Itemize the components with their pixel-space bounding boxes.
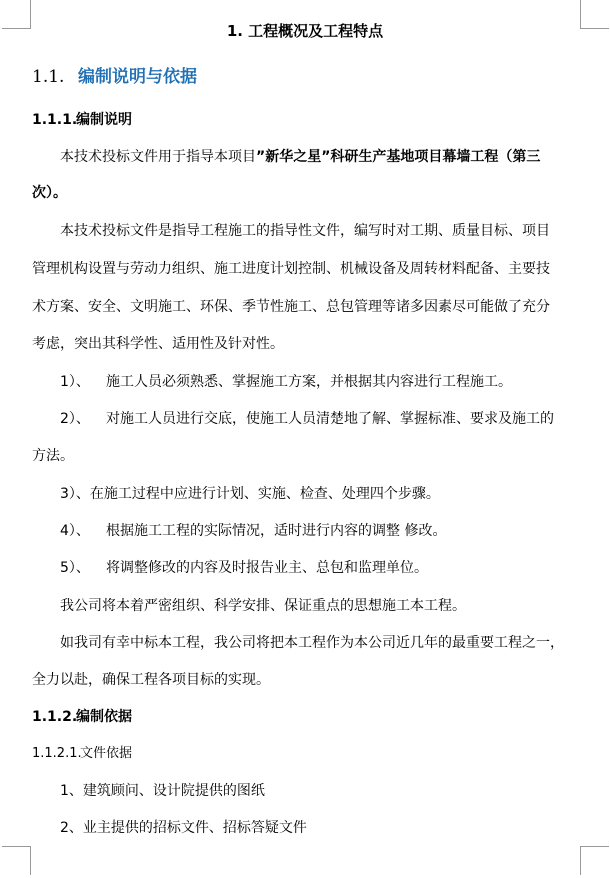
- subsection-number: 1.1.1.: [32, 112, 78, 128]
- paragraph-4-line-2: 全力以赴，确保工程各项目标的实现。: [32, 672, 270, 688]
- list-item: 4）、 根据施工工程的实际情况，适时进行内容的调整 修改。: [60, 523, 447, 539]
- paragraph-1-line-1: 本技术投标文件用于指导本项目”新华之星”科研生产基地项目幕墙工程（第三: [60, 149, 541, 165]
- project-name: ”新华之星”科研生产基地项目幕墙工程（第三: [256, 149, 541, 165]
- section-title: 编制说明与依据: [78, 67, 197, 87]
- list-item: 5）、 将调整修改的内容及时报告业主、总包和监理单位。: [60, 560, 428, 576]
- list-item: 2）、 对施工人员进行交底，使施工人员清楚地了解、掌握标准、要求及施工的: [60, 411, 554, 427]
- paragraph-2-line-4: 考虑，突出其科学性、适用性及针对性。: [32, 336, 284, 352]
- paragraph-2-line-2: 管理机构设置与劳动力组织、施工进度计划控制、机械设备及周转材料配备、主要技: [32, 261, 550, 277]
- paragraph-4-line-1: 如我司有幸中标本工程，我公司将把本工程作为本公司近几年的最重要工程之一，: [60, 635, 564, 651]
- list-item-continuation: 方法。: [32, 448, 74, 464]
- paragraph-1-line-2: 次）。: [32, 185, 67, 201]
- doc-list-item: 2、业主提供的招标文件、招标答疑文件: [60, 820, 307, 836]
- sub-subsection-heading: [32, 744, 132, 764]
- subsection-title: 编制依据: [76, 709, 132, 725]
- crop-mark-bottom-left: [2, 846, 31, 875]
- list-item: 3）、在施工过程中应进行计划、实施、检查、处理四个步骤。: [60, 486, 440, 502]
- doc-list-item: 1、建筑顾问、设计院提供的图纸: [60, 783, 265, 799]
- paragraph-2-line-3: 术方案、安全、文明施工、环保、季节性施工、总包管理等诸多因素尽可能做了充分: [32, 299, 550, 315]
- section-heading: [32, 64, 197, 90]
- subsection-heading-2: [32, 707, 132, 727]
- paragraph-3: 我公司将本着严密组织、科学安排、保证重点的思想施工本工程。: [60, 598, 466, 614]
- chapter-heading: 1. 工程概况及工程特点: [226, 22, 384, 40]
- subsection-heading-1: [32, 110, 132, 130]
- paragraph-2-line-1: 本技术投标文件是指导工程施工的指导性文件，编写时对工期、质量目标、项目: [60, 223, 550, 239]
- subsection-number: 1.1.2.: [32, 709, 78, 725]
- section-number: 1.1.: [32, 67, 65, 87]
- subsection-title: 编制说明: [76, 112, 132, 128]
- sub-subsection-title: 文件依据: [80, 746, 133, 761]
- sub-subsection-number: 1.1.2.1.: [32, 746, 82, 761]
- list-item: 1）、 施工人员必须熟悉、掌握施工方案，并根据其内容进行工程施工。: [60, 374, 512, 390]
- crop-mark-bottom-right: [580, 846, 609, 875]
